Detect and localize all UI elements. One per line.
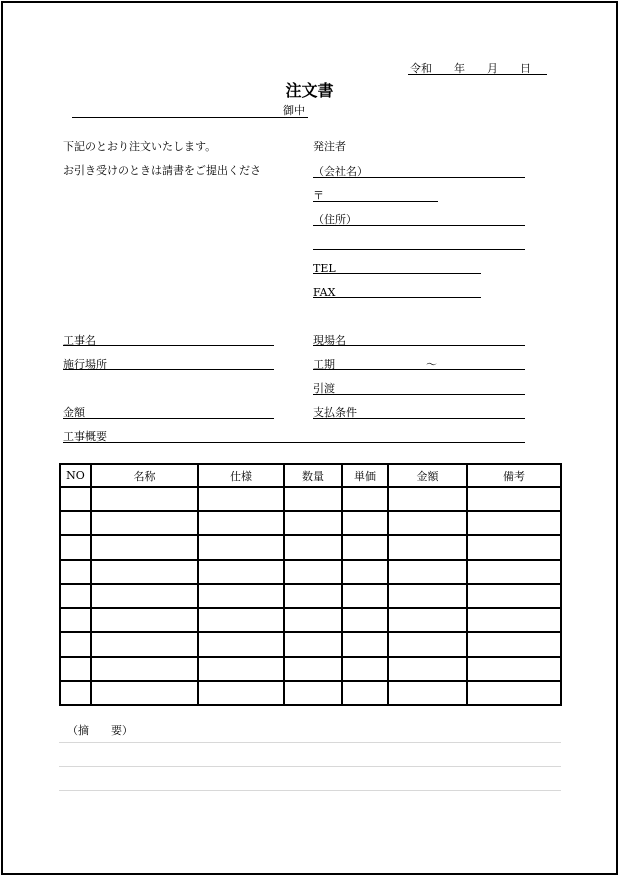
table-cell[interactable] [388, 560, 467, 584]
remarks-line-3[interactable] [59, 790, 561, 791]
table-cell[interactable] [198, 535, 284, 559]
table-cell[interactable] [342, 487, 388, 511]
delivery-field[interactable] [313, 394, 525, 395]
col-header-no: NO [60, 464, 91, 487]
col-header-amount: 金額 [388, 464, 467, 487]
period-field[interactable] [313, 369, 525, 370]
table-row [60, 632, 561, 656]
table-cell[interactable] [388, 535, 467, 559]
table-cell[interactable] [388, 511, 467, 535]
company-label: （会社名） [313, 165, 368, 178]
table-cell[interactable] [342, 584, 388, 608]
table-cell[interactable] [198, 584, 284, 608]
remarks-label: （摘 要） [67, 724, 133, 737]
col-header-unit-price: 単価 [342, 464, 388, 487]
table-cell[interactable] [91, 511, 198, 535]
table-cell[interactable] [467, 608, 561, 632]
table-cell[interactable] [91, 487, 198, 511]
amount-field[interactable] [63, 418, 274, 419]
table-row [60, 608, 561, 632]
table-cell[interactable] [60, 632, 91, 656]
date-label: 令和 年 月 日 [410, 62, 531, 75]
payment-field[interactable] [313, 418, 525, 419]
table-cell[interactable] [467, 511, 561, 535]
location-field[interactable] [63, 369, 274, 370]
table-cell[interactable] [284, 608, 342, 632]
table-cell[interactable] [388, 657, 467, 681]
fax-field[interactable] [313, 297, 481, 298]
table-cell[interactable] [284, 681, 342, 705]
items-table-body [60, 487, 561, 705]
site-name-field[interactable] [313, 345, 525, 346]
overview-label: 工事概要 [63, 430, 107, 443]
page-title: 注文書 [285, 81, 334, 100]
recipient-suffix: 御中 [283, 104, 305, 117]
site-name-label: 現場名 [313, 334, 346, 347]
table-cell[interactable] [388, 487, 467, 511]
table-cell[interactable] [467, 560, 561, 584]
table-row [60, 584, 561, 608]
table-cell[interactable] [467, 681, 561, 705]
table-cell[interactable] [342, 632, 388, 656]
address-field-1[interactable] [313, 225, 525, 226]
table-cell[interactable] [91, 608, 198, 632]
payment-label: 支払条件 [313, 406, 357, 419]
table-cell[interactable] [467, 657, 561, 681]
table-row [60, 535, 561, 559]
table-cell[interactable] [60, 657, 91, 681]
table-cell[interactable] [467, 487, 561, 511]
address-label: （住所） [313, 213, 357, 226]
project-name-label: 工事名 [63, 334, 96, 347]
table-cell[interactable] [198, 487, 284, 511]
table-cell[interactable] [342, 535, 388, 559]
company-field[interactable] [313, 177, 525, 178]
table-cell[interactable] [342, 608, 388, 632]
remarks-line-2[interactable] [59, 766, 561, 767]
period-label: 工期 [313, 358, 335, 371]
table-row [60, 511, 561, 535]
table-cell[interactable] [198, 681, 284, 705]
table-cell[interactable] [198, 657, 284, 681]
address-field-2[interactable] [313, 249, 525, 250]
table-cell[interactable] [198, 632, 284, 656]
table-row [60, 681, 561, 705]
fax-label: FAX [313, 286, 336, 299]
table-cell[interactable] [91, 584, 198, 608]
table-cell[interactable] [91, 560, 198, 584]
table-cell[interactable] [467, 535, 561, 559]
postal-label: 〒 [313, 189, 324, 202]
table-cell[interactable] [284, 632, 342, 656]
table-cell[interactable] [198, 608, 284, 632]
table-cell[interactable] [388, 608, 467, 632]
table-cell[interactable] [91, 681, 198, 705]
table-row [60, 487, 561, 511]
table-cell[interactable] [91, 657, 198, 681]
table-cell[interactable] [342, 511, 388, 535]
table-cell[interactable] [284, 511, 342, 535]
amount-label: 金額 [63, 406, 85, 419]
table-cell[interactable] [60, 511, 91, 535]
table-cell[interactable] [284, 560, 342, 584]
table-cell[interactable] [284, 657, 342, 681]
table-cell[interactable] [284, 584, 342, 608]
table-cell[interactable] [342, 560, 388, 584]
intro-line-1: 下記のとおり注文いたします。 [63, 140, 217, 153]
table-cell[interactable] [342, 681, 388, 705]
col-header-remarks: 備考 [467, 464, 561, 487]
date-underline [408, 74, 547, 75]
table-cell[interactable] [60, 560, 91, 584]
table-cell[interactable] [198, 511, 284, 535]
table-cell[interactable] [467, 584, 561, 608]
table-cell[interactable] [342, 657, 388, 681]
table-cell[interactable] [388, 584, 467, 608]
project-name-field[interactable] [63, 345, 274, 346]
postal-field[interactable] [313, 201, 438, 202]
col-header-spec: 仕様 [198, 464, 284, 487]
tel-field[interactable] [313, 273, 481, 274]
recipient-field[interactable] [72, 117, 308, 118]
table-header-row [60, 464, 561, 487]
table-cell[interactable] [60, 681, 91, 705]
table-cell[interactable] [60, 608, 91, 632]
tel-label: TEL [313, 262, 336, 275]
table-cell[interactable] [467, 632, 561, 656]
col-header-name: 名称 [91, 464, 198, 487]
location-label: 施行場所 [63, 358, 107, 371]
period-separator: ～ [426, 358, 437, 371]
table-cell[interactable] [60, 487, 91, 511]
table-cell[interactable] [91, 632, 198, 656]
table-cell[interactable] [284, 487, 342, 511]
col-header-quantity: 数量 [284, 464, 342, 487]
remarks-line-1[interactable] [59, 742, 561, 743]
orderer-heading: 発注者 [313, 140, 346, 153]
table-cell[interactable] [60, 584, 91, 608]
delivery-label: 引渡 [313, 382, 335, 395]
items-table [59, 463, 562, 706]
table-row [60, 657, 561, 681]
table-cell[interactable] [60, 535, 91, 559]
table-cell[interactable] [284, 535, 342, 559]
table-cell[interactable] [91, 535, 198, 559]
table-cell[interactable] [388, 681, 467, 705]
table-cell[interactable] [388, 632, 467, 656]
table-cell[interactable] [198, 560, 284, 584]
intro-line-2: お引き受けのときは請書をご提出くださ [63, 164, 261, 177]
table-row [60, 560, 561, 584]
overview-field[interactable] [63, 442, 525, 443]
